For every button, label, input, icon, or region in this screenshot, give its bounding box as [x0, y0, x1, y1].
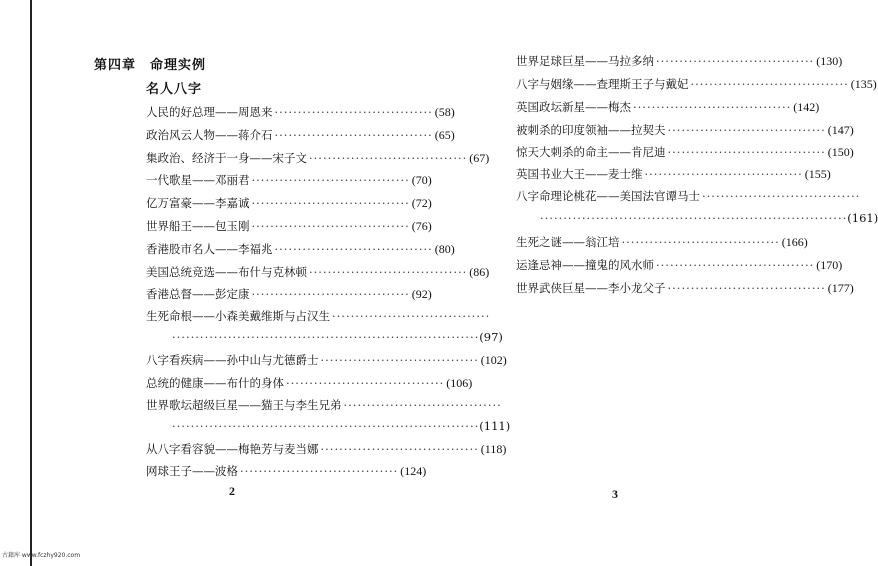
- toc-entry: [146, 286, 432, 302]
- toc-leader-dots: ··································: [702, 189, 861, 203]
- toc-entry-title: 八字命理论桃花——美国法官谭马士: [516, 189, 700, 203]
- toc-leader-dots: ··································: [667, 281, 826, 295]
- right-page: [440, 0, 878, 566]
- toc-leader-dots: ··································: [286, 376, 445, 390]
- toc-entry-page: (72): [411, 196, 432, 210]
- toc-leader-dots: ··································: [251, 173, 410, 187]
- toc-entry-title: 政治风云人物——蒋介石: [146, 128, 273, 142]
- toc-entry-title: 世界足球巨星——马拉多纳: [516, 54, 654, 68]
- toc-leader-dots: ··································: [690, 77, 849, 91]
- toc-entry-title: 运逢忌神——撞鬼的风水师: [516, 258, 654, 272]
- toc-entry-continuation: [172, 419, 511, 433]
- toc-entry-page: (147): [827, 123, 854, 137]
- left-page: [36, 0, 511, 566]
- toc-leader-dots: ··································: [274, 105, 433, 119]
- toc-leader-dots: ··································: [656, 54, 815, 68]
- toc-entry-title: 香港总督——彭定康: [146, 287, 250, 301]
- toc-entry-continuation: [540, 211, 878, 225]
- watermark-footer: 古籍库 www.fczhy920.com: [2, 552, 81, 559]
- toc-entry-title: 总统的健康——布什的身体: [146, 376, 284, 390]
- toc-entry-page: (161): [847, 211, 878, 225]
- toc-entry: [516, 257, 843, 273]
- toc-entry-page: (166): [781, 235, 808, 249]
- toc-entry-page: (124): [400, 464, 427, 478]
- toc-entry-title: 英国书业大王——麦士维: [516, 167, 643, 181]
- toc-entry-page: (150): [827, 145, 854, 159]
- toc-entry-title: 人民的好总理——周恩来: [146, 105, 273, 119]
- toc-leader-dots: ··································: [320, 353, 479, 367]
- toc-entry-page: (65): [434, 128, 455, 142]
- toc-entry: [146, 375, 473, 391]
- section-title: 名人八字: [146, 82, 203, 97]
- toc-entry: [516, 53, 843, 69]
- toc-entry-title: 网球王子——波格: [146, 464, 238, 478]
- toc-entry: [146, 352, 507, 368]
- toc-entry: [146, 441, 507, 457]
- toc-leader-dots: ··································································: [172, 330, 480, 344]
- toc-entry-page: (170): [816, 258, 843, 272]
- toc-entry-title: 世界武侠巨星——李小龙父子: [516, 281, 666, 295]
- toc-leader-dots: ··································: [633, 100, 792, 114]
- toc-leader-dots: ··································: [621, 235, 780, 249]
- toc-entry-title: 美国总统竞选——布什与克林顿: [146, 265, 307, 279]
- toc-entry-page: (102): [480, 353, 507, 367]
- toc-entry-title: 香港股市名人——李福兆: [146, 242, 273, 256]
- page-number-right: 3: [612, 487, 618, 501]
- toc-entry: [146, 218, 432, 234]
- toc-entry: [516, 280, 854, 296]
- toc-leader-dots: ··································: [332, 309, 491, 323]
- toc-entry: [516, 144, 854, 160]
- toc-entry-title: 世界船王——包玉刚: [146, 219, 250, 233]
- toc-entry: [516, 122, 854, 138]
- toc-leader-dots: ··································: [309, 265, 468, 279]
- toc-leader-dots: ··································································: [540, 211, 848, 225]
- toc-leader-dots: ··································: [240, 464, 399, 478]
- toc-leader-dots: ··································: [274, 128, 433, 142]
- toc-entry-title: 惊天大刺杀的命主——肯尼迪: [516, 145, 666, 159]
- toc-entry-page: (118): [480, 442, 507, 456]
- toc-leader-dots: ··································: [251, 219, 410, 233]
- toc-entry-page: (106): [446, 376, 473, 390]
- toc-entry-title: 八字看疾病——孙中山与尤德爵士: [146, 353, 319, 367]
- toc-leader-dots: ··································: [309, 151, 468, 165]
- toc-entry-page: (92): [411, 287, 432, 301]
- toc-entry: [146, 264, 490, 280]
- toc-entry-title: 八字与姻缘——查理斯王子与戴妃: [516, 77, 689, 91]
- toc-entry-title: 被刺杀的印度领袖——拉契夫: [516, 123, 666, 137]
- toc-leader-dots: ··································: [251, 196, 410, 210]
- toc-entry-title: 从八字看容貌——梅艳芳与麦当娜: [146, 442, 319, 456]
- toc-leader-dots: ··································································: [172, 419, 480, 433]
- toc-leader-dots: ··································: [320, 442, 479, 456]
- toc-entry-title: 世界歌坛超级巨星——猫王与李生兄弟: [146, 398, 342, 412]
- toc-entry-page: (67): [469, 151, 490, 165]
- book-spine-line: [30, 0, 32, 566]
- toc-entry: [516, 99, 820, 115]
- toc-entry-title: 生死命根——小森美戴维斯与占汉生: [146, 309, 330, 323]
- chapter-title: 第四章 命理实例: [94, 58, 207, 73]
- toc-leader-dots: ··································: [343, 398, 502, 412]
- toc-entry-wrapped: [146, 397, 502, 413]
- toc-entry-continuation: [172, 330, 503, 344]
- toc-entry-title: 一代歌星——邓丽君: [146, 173, 250, 187]
- toc-leader-dots: ··································: [656, 258, 815, 272]
- toc-entry-page: (111): [479, 419, 511, 433]
- toc-entry: [146, 241, 455, 257]
- toc-entry: [516, 76, 877, 92]
- toc-entry-page: (80): [434, 242, 455, 256]
- toc-entry-page: (142): [793, 100, 820, 114]
- toc-entry-page: (86): [469, 265, 490, 279]
- toc-entry-wrapped: [516, 188, 861, 204]
- page-number-left: 2: [229, 484, 235, 498]
- toc-leader-dots: ··································: [667, 145, 826, 159]
- toc-entry-page: (177): [827, 281, 854, 295]
- toc-leader-dots: ··································: [274, 242, 433, 256]
- toc-entry: [146, 150, 490, 166]
- toc-entry-title: 英国政坛新星——梅杰: [516, 100, 631, 114]
- toc-entry: [146, 195, 432, 211]
- toc-entry: [516, 166, 831, 182]
- toc-entry-title: 集政治、经济于一身——宋子文: [146, 151, 307, 165]
- toc-entry-page: (70): [411, 173, 432, 187]
- toc-entry: [146, 104, 455, 120]
- toc-leader-dots: ··································: [251, 287, 410, 301]
- toc-entry-title: 亿万富豪——李嘉诚: [146, 196, 250, 210]
- toc-entry-page: (135): [850, 77, 877, 91]
- toc-entry-page: (130): [816, 54, 843, 68]
- toc-entry: [146, 463, 427, 479]
- toc-entry: [516, 234, 808, 250]
- toc-entry: [146, 172, 432, 188]
- toc-leader-dots: ··································: [644, 167, 803, 181]
- toc-leader-dots: ··································: [667, 123, 826, 137]
- toc-entry-page: (58): [434, 105, 455, 119]
- toc-entry-wrapped: [146, 308, 491, 324]
- toc-entry-page: (155): [804, 167, 831, 181]
- toc-entry-title: 生死之谜——翁江培: [516, 235, 620, 249]
- toc-entry-page: (97): [479, 330, 503, 344]
- toc-entry-page: (76): [411, 219, 432, 233]
- toc-entry: [146, 127, 455, 143]
